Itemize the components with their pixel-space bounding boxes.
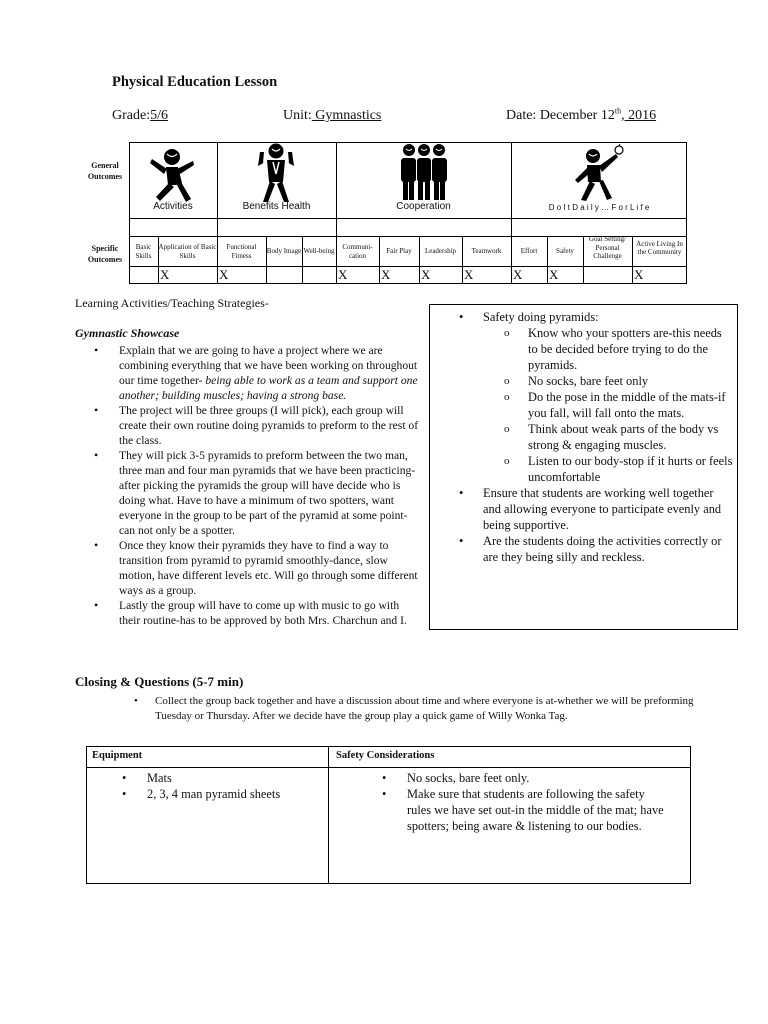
jumping-figure-icon [146, 147, 198, 205]
specific-outcome: Goal Setting/ Personal Challenge [588, 235, 627, 261]
general-outcome-activities: Activities [153, 201, 193, 212]
list-item: • 2, 3, 4 man pyramid sheets [122, 786, 322, 802]
sub-list-item: o Listen to our body-stop if it hurts or feels uncomfortable [459, 453, 734, 485]
page-title: Physical Education Lesson [112, 74, 278, 90]
date-label: Date: December 12 [506, 108, 615, 123]
list-item: • Are the students doing the activities correctly or are they being silly and reckless. [459, 533, 734, 565]
safety-considerations-list [382, 770, 667, 834]
equipment-list [122, 770, 322, 802]
outcome-mark: X [160, 267, 170, 282]
closing-heading: Closing & Questions (5-7 min) [75, 674, 244, 689]
outcome-mark: X [464, 267, 474, 282]
list-item: • No socks, bare feet only. [382, 770, 667, 786]
unit-field [283, 108, 381, 124]
activities-subheading: Gymnastic Showcase [75, 326, 180, 340]
list-item-italic-text: being able to work as a team and support one another; building muscles; having a strong base. [119, 374, 418, 402]
outcome-mark: X [381, 267, 391, 282]
figure-with-apple-icon [569, 144, 629, 202]
unit-value: Gymnastics [311, 108, 382, 123]
outcome-mark: X [338, 267, 348, 282]
date-year: , 2016 [621, 108, 657, 123]
activities-list [90, 343, 420, 628]
specific-outcome: Safety [556, 247, 574, 256]
specific-outcome: Body Image [266, 247, 302, 256]
closing-text: • Collect the group back together and have a discussion about time and where everyone is at-whether we will be preforming Tuesday or Thursday. After we decide have the group play a quick game of Willy Wonka Tag. [134, 694, 694, 724]
general-outcome-benefits-health: Benefits Health [242, 201, 311, 212]
specific-outcome: Functional Fitness [226, 243, 257, 260]
specific-outcome: Fair Play [386, 247, 412, 256]
sub-list-item: o Know who your spotters are-this needs to be decided before trying to do the pyramids. [459, 325, 734, 373]
list-item: • Once they know their pyramids they have to find a way to transition from pyramid to pyramid smoothly-dance, slow motion, have different levels etc. Will go through some different ways as a group. [90, 538, 420, 598]
outcome-mark: X [421, 267, 431, 282]
safety-considerations-header: Safety Considerations [336, 750, 435, 761]
three-people-icon [399, 142, 449, 202]
date-field [506, 108, 656, 124]
sub-list-item: o Do the pose in the middle of the mats-if you fall, will fall onto the mats. [459, 389, 734, 421]
list-item: • Ensure that students are working well together and allowing everyone to participate evenly and being supportive. [459, 485, 734, 533]
general-outcomes-label: General Outcomes [87, 161, 123, 181]
outcome-mark: X [634, 267, 644, 282]
sub-list-item: o No socks, bare feet only [459, 373, 734, 389]
specific-outcome: Leadership [424, 247, 457, 256]
list-item: • Make sure that students are following the safety rules we have set out-in the middle of the mat; have spotters; being aware & listening to our bodies. [382, 786, 667, 834]
specific-outcome: Active Living In the Community [636, 239, 683, 256]
specific-outcome: Well-being [303, 247, 335, 256]
specific-outcome: Application of Basic Skills [158, 243, 217, 260]
list-item-text: Explain that we are going to have a project where we are combining everything that we have been working on throughout our time together- [119, 344, 418, 387]
specific-outcome: Effort [520, 247, 538, 256]
outcomes-table [129, 142, 687, 284]
list-item: • Mats [122, 770, 322, 786]
grade-field [112, 108, 168, 124]
outcome-mark: X [219, 267, 229, 282]
specific-outcome: Teamwork [471, 247, 502, 256]
unit-label: Unit: [283, 108, 312, 123]
sub-list-item: o Think about weak parts of the body vs strong & engaging muscles. [459, 421, 734, 453]
specific-outcome: Basic Skills [135, 243, 152, 260]
grade-label: Grade: [112, 108, 151, 123]
general-outcome-cooperation: Cooperation [396, 201, 451, 212]
safety-list [459, 309, 734, 565]
list-item: • Safety doing pyramids: [459, 309, 734, 325]
strong-figure-icon [253, 142, 299, 204]
list-item: • Lastly the group will have to come up with music to go with their routine-has to be approved by both Mrs. Charchun and I. [90, 598, 420, 628]
specific-outcome: Communi-cation [342, 243, 373, 260]
list-item: • The project will be three groups (I will pick), each group will create their own routine doing pyramids to preform to the rest of the class. [90, 403, 420, 448]
equipment-safety-table [86, 746, 691, 884]
date-suffix: th [614, 106, 622, 116]
outcome-mark: X [513, 267, 523, 282]
outcome-mark: X [549, 267, 559, 282]
activities-heading: Learning Activities/Teaching Strategies- [75, 296, 269, 310]
grade-value: 5/6 [150, 108, 168, 123]
list-item: • They will pick 3-5 pyramids to preform between the two man, three man and four man pyramids that we have been practicing-after picking the pyramids the group will have decide who is doing what. Have to have a minimum of two spotters, want everyone in the group to be part of the pyramid at some point-can not only be a spotter. [90, 448, 420, 538]
equipment-header: Equipment [92, 750, 143, 761]
specific-outcomes-label: Specific Outcomes [87, 244, 123, 264]
list-item [90, 343, 420, 403]
general-outcome-do-it-daily: D o I t D a i l y … F o r L i f e [548, 203, 650, 212]
